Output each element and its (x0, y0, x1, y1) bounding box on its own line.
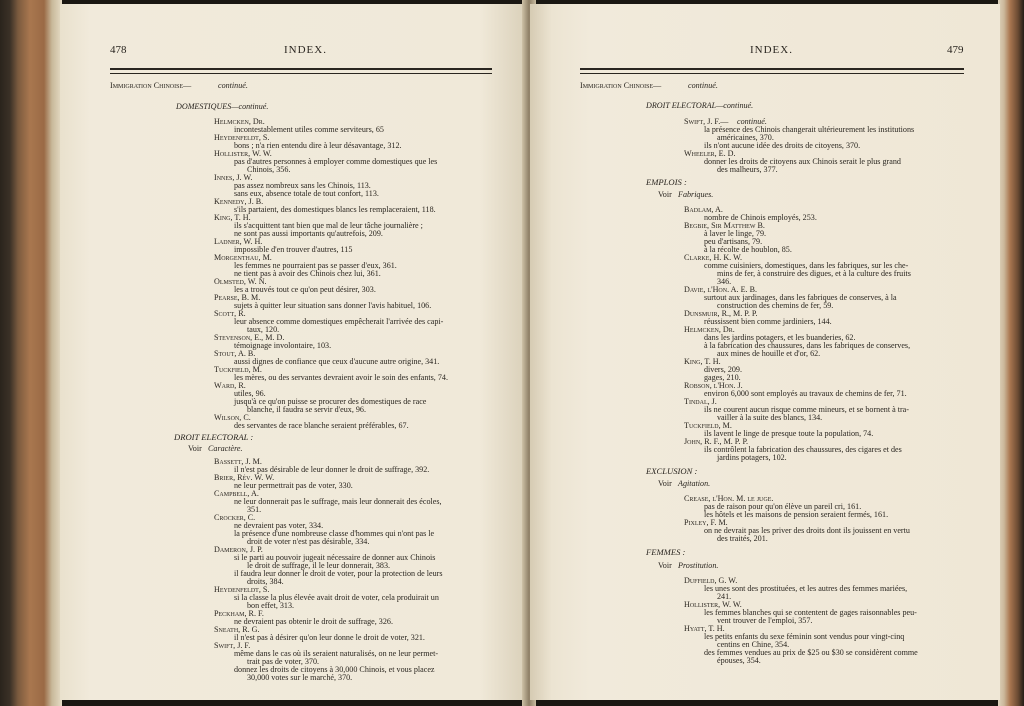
index-line: Hyatt, T. H. (684, 624, 725, 633)
index-line: ils ne courent aucun risque comme mineurs, et se bornent à tra- (704, 405, 909, 414)
index-line: s'ils partaient, des domestiques blancs les remplaceraient, 118. (234, 205, 436, 214)
index-line: DROIT ELECTORAL—continué. (646, 101, 754, 110)
index-line: pas d'autres personnes à employer comme domestiques que les (234, 157, 438, 166)
index-line: Tindal, J. (684, 397, 717, 406)
index-line: 346. (717, 277, 732, 286)
index-line: donner les droits de citoyens aux Chinois serait le plus grand (704, 157, 901, 166)
index-line: droit de voter n'est pas désirable, 334. (247, 537, 370, 546)
index-line: Brier, Rév. W. W. (214, 473, 275, 482)
index-line: Stevenson, E., M. D. (214, 333, 285, 342)
index-line: Stout, A. B. (214, 349, 256, 358)
index-line: gages, 210. (704, 373, 741, 382)
index-line: le droit de suffrage, il le leur donnerait, 383. (247, 561, 391, 570)
index-line: blanche, il faudra se servir d'eux, 96. (247, 405, 366, 414)
index-line: Agitation. (678, 479, 711, 488)
index-line: Clarke, H. K. W. (684, 253, 743, 262)
index-line: la présence des Chinois changerait ultérieurement les institutions (704, 125, 915, 134)
index-line: à la récolte de houblon, 85. (704, 245, 792, 254)
index-line: jardins potagers, 102. (717, 453, 787, 462)
index-line: il faudra leur donner le droit de voter, pour la protection de leurs (234, 569, 443, 578)
index-line: pas assez nombreux sans les Chinois, 113. (234, 181, 371, 190)
index-line: peu d'artisans, 79. (704, 237, 763, 246)
index-line: Pixley, F. M. (684, 518, 728, 527)
index-line: Fabriques. (678, 190, 714, 199)
index-line: FEMMES : (646, 547, 686, 557)
index-line: Dameron, J. P. (214, 545, 263, 554)
index-line: environ 6,000 sont employés au travaux de chemins de fer, 71. (704, 389, 907, 398)
index-line: taux, 120. (247, 325, 280, 334)
index-line: Crocker, C. (214, 513, 256, 522)
index-line: les a trouvés tout ce qu'on peut désirer, 303. (234, 285, 376, 294)
index-line: Chinois, 356. (247, 165, 291, 174)
index-line: Prostitution. (678, 561, 719, 570)
index-line: si le parti au pouvoir jugeait nécessaire de donner aux Chinois (234, 553, 436, 562)
right-book-edge (998, 0, 1024, 706)
index-line: ne sont pas aussi importants qu'autrefois, 209. (234, 229, 383, 238)
index-line: jusqu'à ce qu'on puisse se procurer des domestiques de race (234, 397, 427, 406)
index-line: leur absence comme domestiques empêcherait l'arrivée des capi- (234, 317, 444, 326)
index-line: Tuckfield, M. (214, 365, 262, 374)
right-page (530, 4, 1000, 700)
index-line: donnez les droits de citoyens à 30,000 Chinois, et vous placez (234, 665, 435, 674)
index-line: les femmes ne pourraient pas se passer d'eux, 361. (234, 261, 397, 270)
left-page (60, 4, 528, 700)
index-line: DROIT ELECTORAL : (174, 432, 254, 442)
index-line: Voir (188, 444, 202, 453)
index-line: Ward, R. (214, 381, 246, 390)
left-header-rule (110, 68, 492, 74)
index-line: Swift, J. F.— (684, 117, 729, 126)
index-line: Peckham, R. F. (214, 609, 264, 618)
index-line: Ladner, W. H. (214, 237, 263, 246)
index-line: bons ; n'a rien entendu dire à leur désavantage, 312. (234, 141, 402, 150)
index-line: 241. (717, 592, 732, 601)
index-line: Badlam, A. (684, 205, 723, 214)
index-line: Helmcken, Dr. (684, 325, 735, 334)
index-line: il n'est pas à désirer qu'on leur donne le droit de voter, 321. (234, 633, 425, 642)
index-line: Immigration Chinoise— (580, 81, 662, 90)
index-line: continué. (218, 81, 248, 90)
index-line: incontestablement utiles comme serviteurs, 65 (234, 125, 384, 134)
index-line: nombre de Chinois employés, 253. (704, 213, 817, 222)
index-line: Pearse, B. M. (214, 293, 261, 302)
index-line: témoignage involontaire, 103. (234, 341, 332, 350)
index-line: sans eux, absence totale de tout confort, 113. (234, 189, 379, 198)
index-line: King, T. H. (684, 357, 721, 366)
index-line: Heydenfeldt, S. (214, 585, 270, 594)
index-line: Wilson, C. (214, 413, 251, 422)
index-line: ils s'acquittent tant bien que mal de leur tâche journalière ; (234, 221, 423, 230)
index-line: Hollister, W. W. (684, 600, 742, 609)
index-line: continué. (688, 81, 718, 90)
index-line: Heydenfeldt, S. (214, 133, 270, 142)
index-line: 351. (247, 505, 262, 514)
index-line: Immigration Chinoise— (110, 81, 192, 90)
index-line: King, T. H. (214, 213, 251, 222)
index-line: Helmcken, Dr. (214, 117, 265, 126)
index-line: à laver le linge, 79. (704, 229, 767, 238)
index-line: pas de raison pour qu'on élève un pareil cri, 161. (704, 502, 862, 511)
index-line: bon effet, 313. (247, 601, 295, 610)
index-line: Olmsted, W. N. (214, 277, 267, 286)
right-running-title: INDEX. (750, 44, 793, 56)
index-line: divers, 209. (704, 365, 742, 374)
index-line: Innes, J. W. (214, 173, 253, 182)
index-line: EMPLOIS : (646, 177, 687, 187)
index-line: impossible d'en trouver d'autres, 115 (234, 245, 353, 254)
index-line: mins de fer, à construire des digues, et à la culture des fruits (717, 269, 911, 278)
index-line: DOMESTIQUES—continué. (176, 102, 269, 111)
index-line: Scott, R. (214, 309, 246, 318)
index-line: les femmes blanches qui se contentent de gages raisonnables peu- (704, 608, 917, 617)
index-line: Hollister, W. W. (214, 149, 272, 158)
index-line: dans les jardins potagers, et les buanderies, 62. (704, 333, 856, 342)
index-line: des servantes de race blanche seraient préférables, 67. (234, 421, 409, 430)
index-line: américaines, 370. (717, 133, 774, 142)
index-line: Campbell, A. (214, 489, 259, 498)
index-line: Voir (658, 561, 672, 570)
index-line: Caractère. (208, 444, 243, 453)
index-line: sujets à quitter leur situation sans donner l'avis habituel, 106. (234, 301, 432, 310)
index-line: si la classe la plus élevée avait droit de voter, cela produirait un (234, 593, 439, 602)
index-line: il n'est pas désirable de leur donner le droit de suffrage, 392. (234, 465, 430, 474)
index-line: les petits enfants du sexe féminin sont vendus pour vingt-cinq (704, 632, 905, 641)
left-book-edge (0, 0, 62, 706)
index-line: des traités, 201. (717, 534, 768, 543)
index-line: Tuckfield, M. (684, 421, 732, 430)
index-line: la présence d'une nombreuse classe d'hommes qui n'ont pas le (234, 529, 435, 538)
index-line: ne devraient pas obtenir le droit de suffrage, 326. (234, 617, 393, 626)
index-line: utiles, 96. (234, 389, 266, 398)
left-running-title: INDEX. (284, 44, 327, 56)
index-line: surtout aux jardinages, dans les fabriques de conserves, à la (704, 293, 897, 302)
index-line: Voir (658, 479, 672, 488)
index-line: ils lavent le linge de presque toute la population, 74. (704, 429, 874, 438)
index-line: Crease, l'Hon. M. le juge. (684, 494, 774, 503)
index-line: continué. (737, 117, 767, 126)
index-line: centins en Chine, 354. (717, 640, 790, 649)
index-line: des malheurs, 377. (717, 165, 778, 174)
index-line: réussissent bien comme jardiniers, 144. (704, 317, 832, 326)
right-header-rule (580, 68, 964, 74)
index-line: les mères, ou des servantes devraient avoir le soin des enfants, 74. (234, 373, 448, 382)
index-line: Voir (658, 190, 672, 199)
index-line: Morgenthau, M. (214, 253, 272, 262)
index-line: ne tient pas à avoir des Chinois chez lui, 361. (234, 269, 381, 278)
index-line: Wheeler, E. D. (684, 149, 736, 158)
index-line: Davie, l'Hon. A. E. B. (684, 285, 757, 294)
left-page-number: 478 (110, 44, 127, 56)
index-line: Bassett, J. M. (214, 457, 262, 466)
right-page-number: 479 (947, 44, 964, 56)
index-line: des femmes vendues au prix de $25 ou $30 se considèrent comme (704, 648, 918, 657)
index-line: vent trouver de l'emploi, 357. (717, 616, 813, 625)
index-line: aussi dignes de confiance que ceux d'aucune autre origine, 341. (234, 357, 440, 366)
index-line: John, R. F., M. P. P. (684, 437, 749, 446)
index-line: ils contrôlent la fabrication des chaussures, des cigares et des (704, 445, 902, 454)
index-line: les unes sont des prostituées, et les autres des femmes mariées, (704, 584, 908, 593)
index-line: Robson, l'Hon. J. (684, 381, 743, 390)
index-line: Dunsmuir, R., M. P. P. (684, 309, 758, 318)
index-line: même dans le cas où ils seraient naturalisés, on ne leur permet- (234, 649, 439, 658)
index-line: Begbie, Sir Matthew B. (684, 221, 765, 230)
index-line: droits, 384. (247, 577, 284, 586)
index-line: ne leur donnerait pas le suffrage, mais leur donnerait des écoles, (234, 497, 442, 506)
index-line: épouses, 354. (717, 656, 761, 665)
index-line: on ne devrait pas les priver des droits dont ils jouissent en vertu (704, 526, 910, 535)
index-line: ils n'ont aucune idée des droits de citoyens, 370. (704, 141, 861, 150)
index-line: à la fabrication des chaussures, dans les fabriques de conserves, (704, 341, 911, 350)
index-line: EXCLUSION : (646, 466, 698, 476)
index-line: les hôtels et les maisons de pension seraient fermés, 161. (704, 510, 889, 519)
index-line: Duffield, G. W. (684, 576, 738, 585)
index-line: ne leur permettrait pas de voter, 330. (234, 481, 353, 490)
index-line: 30,000 votes sur le marché, 370. (247, 673, 353, 682)
index-line: trait pas de voter, 370. (247, 657, 320, 666)
index-line: Kennedy, J. B. (214, 197, 264, 206)
index-line: construction des chemins de fer, 59. (717, 301, 834, 310)
index-line: Swift, J. F. (214, 641, 251, 650)
index-line: vailler à la suite des blancs, 134. (717, 413, 823, 422)
index-line: comme cuisiniers, domestiques, dans les fabriques, sur les che- (704, 261, 909, 270)
index-line: ne devraient pas voter, 334. (234, 521, 324, 530)
index-line: aux mines de houille et d'or, 62. (717, 349, 821, 358)
index-line: Sneath, R. G. (214, 625, 260, 634)
